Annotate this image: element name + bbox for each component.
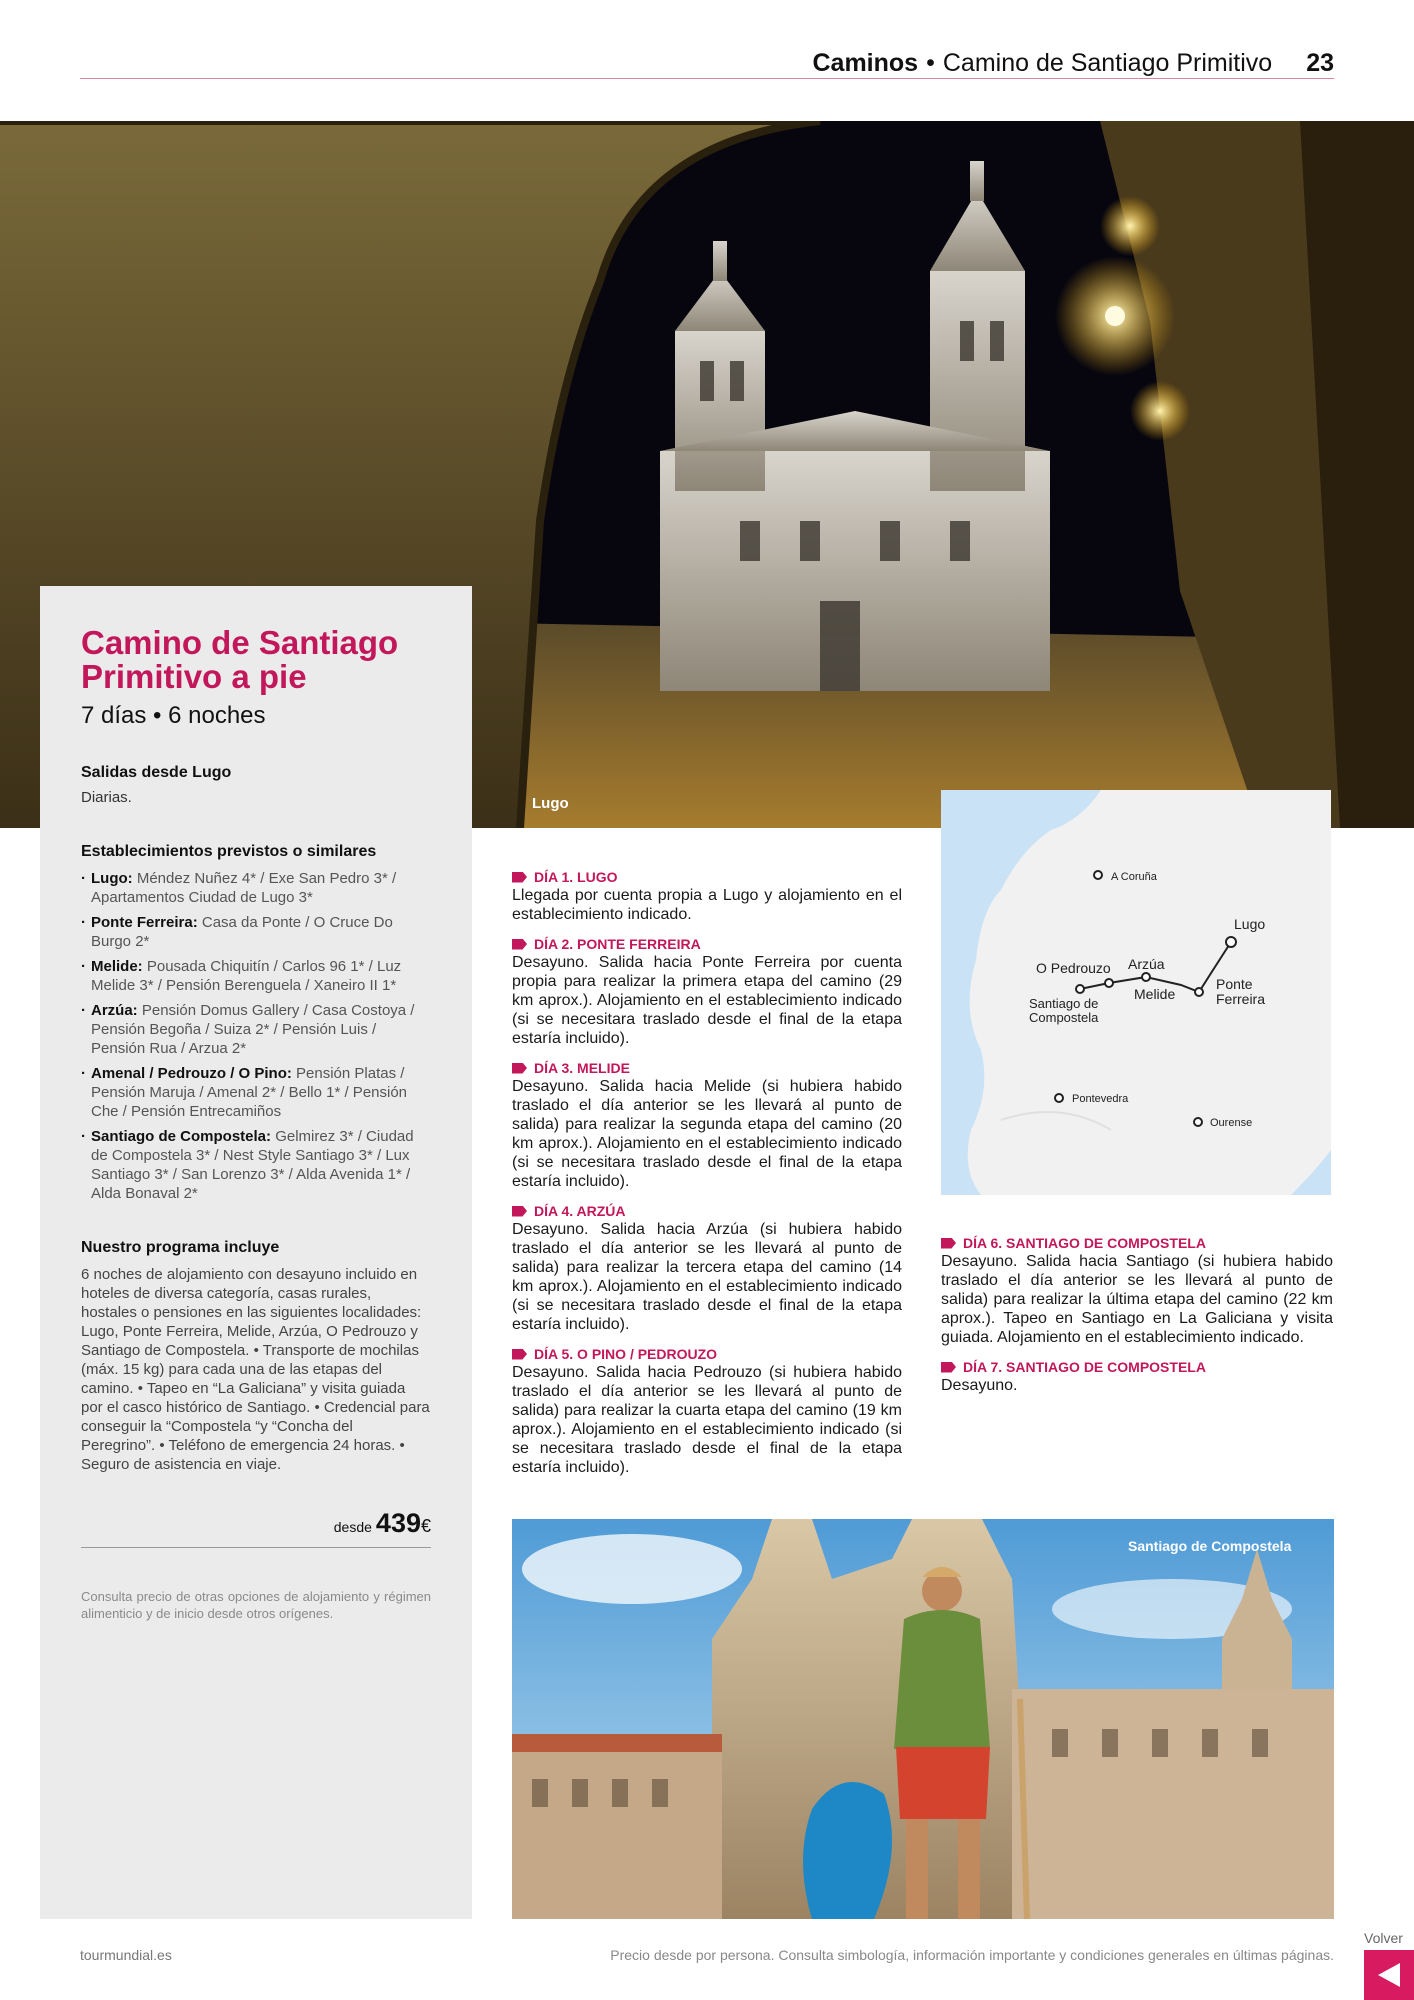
photo2-caption: Santiago de Compostela (1128, 1538, 1292, 1554)
day-marker-icon (941, 1238, 956, 1249)
map-label-ourense: Ourense (1210, 1117, 1253, 1129)
package-title: Camino de Santiago Primitivo a pie (81, 624, 399, 695)
price-row (81, 1508, 431, 1548)
day-label: DÍA 4. ARZÚA (534, 1203, 626, 1219)
hotels-heading: Establecimientos previstos o similares (81, 843, 377, 860)
day-label: DÍA 5. O PINO / PEDROUZO (534, 1346, 718, 1362)
day-marker-icon (512, 872, 527, 883)
day-marker-icon (512, 1206, 527, 1217)
itinerary-day (512, 1202, 902, 1334)
package-duration: 7 días • 6 noches (81, 702, 266, 729)
day-label: DÍA 1. LUGO (534, 869, 618, 885)
day-text: Desayuno. Salida hacia Ponte Ferreira por cuenta propia para realizar la primera etapa del camino (29 km aprox.). Alojamiento en el establecimiento indicado (si se necesitara traslado desde el final de la etapa estaría incluido). (512, 954, 902, 1047)
hotels-list (81, 869, 431, 1203)
footer-disclaimer: Precio desde por persona. Consulta simbología, información importante y condiciones generales en últimas páginas. (610, 1947, 1334, 1963)
back-arrow-icon (1378, 1963, 1400, 1987)
package-info-panel (40, 586, 472, 1919)
list-item: · Santiago de Compostela: Gelmirez 3* / Ciudad de Compostela 3* / Nest Style Santiago 3* / Lux Santiago 3* / San Lorenzo 3* / Alda Avenida 1* / Alda Bonaval 2* (81, 1127, 431, 1203)
includes-heading: Nuestro programa incluye (81, 1239, 280, 1256)
day-text: Desayuno. Salida hacia Arzúa (si hubiera habido traslado el día anterior se les llevará al punto de salida) para realizar la tercera etapa del camino (14 km aprox.). Alojamiento en el establecimiento indicado (si se necesitara traslado desde el final de la etapa estaría incluido). (512, 1221, 902, 1333)
list-item: · Lugo: Méndez Nuñez 4* / Exe San Pedro 3* / Apartamentos Ciudad de Lugo 3* (81, 869, 431, 907)
itinerary-day (512, 868, 902, 924)
itinerary-day (941, 1358, 1333, 1395)
day-label: DÍA 3. MELIDE (534, 1060, 630, 1076)
route-map (941, 790, 1331, 1195)
itinerary-column-1 (512, 868, 902, 1488)
departures-heading: Salidas desde Lugo (81, 764, 232, 781)
includes-text: 6 noches de alojamiento con desayuno incluido en hoteles de diversa categoría, casas rurales, hostales o pensiones en las siguientes localidades: Lugo, Ponte Ferreira, Melide, Arzúa, O Pedrouzo y Santiago de Compostela. • Transporte de mochilas (máx. 15 kg) para cada una de las etapas del camino. • Tapeo en “La Galiciana” y visita guiada por el casco histórico de Santiago. • Credencial para conseguir la “Compostela “y “Concha del Peregrino”. • Teléfono de emergencia 24 horas. • Seguro de asistencia en viaje. (81, 1266, 430, 1473)
list-item: · Melide: Pousada Chiquitín / Carlos 96 1* / Luz Melide 3* / Pensión Berenguela / Xaneiro II 1* (81, 957, 431, 995)
itinerary-column-2 (941, 1234, 1333, 1406)
map-label-pontevedra: Pontevedra (1072, 1093, 1129, 1105)
day-label: DÍA 2. PONTE FERREIRA (534, 936, 701, 952)
day-marker-icon (941, 1362, 956, 1373)
day-text: Desayuno. Salida hacia Melide (si hubiera habido traslado el día anterior se les llevará al punto de salida) para realizar la segunda etapa del camino (20 km aprox.). Alojamiento en el establecimiento indicado (si se necesitara traslado desde el final de la etapa estaría incluido). (512, 1078, 902, 1190)
map-label-arzua: Arzúa (1128, 956, 1165, 972)
header-separator: • (926, 48, 935, 77)
day-marker-icon (512, 1063, 527, 1074)
price-currency: € (420, 1516, 431, 1536)
back-button[interactable] (1364, 1950, 1414, 2000)
price-prefix: desde (333, 1519, 372, 1535)
day-text: Desayuno. Salida hacia Pedrouzo (si hubiera habido traslado el día anterior se les llevará al punto de salida) para realizar la cuarta etapa del camino (19 km aprox.). Alojamiento en el establecimiento indicado (si se necesitara traslado desde el final de la etapa estaría incluido). (512, 1364, 902, 1476)
map-label-ponte-1: Ponte (1216, 976, 1253, 992)
day-marker-icon (512, 1349, 527, 1360)
itinerary-day (512, 935, 902, 1048)
itinerary-day (512, 1345, 902, 1477)
section-title: Caminos (812, 48, 919, 77)
map-label-santiago-2: Compostela (1029, 1010, 1099, 1025)
day-marker-icon (512, 939, 527, 950)
day-text: Desayuno. Salida hacia Santiago (si hubiera habido traslado el día anterior se les llevará al punto de salida) para realizar la última etapa del camino (22 km aprox.). Tapeo en Santiago en La Galiciana y visita guiada. Alojamiento en el establecimiento indicado. (941, 1253, 1333, 1346)
day-label: DÍA 6. SANTIAGO DE COMPOSTELA (963, 1235, 1206, 1251)
itinerary-day (941, 1234, 1333, 1347)
back-label: Volver (1364, 1930, 1403, 1946)
price-note: Consulta precio de otras opciones de alojamiento y régimen alimenticio y de inicio desde otros orígenes. (81, 1589, 431, 1621)
map-label-ponte-2: Ferreira (1216, 991, 1266, 1007)
departures-text: Diarias. (81, 789, 132, 806)
footer-site: tourmundial.es (80, 1947, 172, 1963)
price-amount: 439 (375, 1508, 421, 1538)
page-header (80, 46, 1334, 80)
header-divider (80, 78, 1334, 79)
hero-caption: Lugo (532, 795, 569, 812)
day-label: DÍA 7. SANTIAGO DE COMPOSTELA (963, 1359, 1206, 1375)
map-label-pedrouzo: O Pedrouzo (1036, 960, 1111, 976)
list-item: · Arzúa: Pensión Domus Gallery / Casa Costoya / Pensión Begoña / Suiza 2* / Pensión Luis / Pensión Rua / Arzua 2* (81, 1001, 431, 1058)
page-subtitle: Camino de Santiago Primitivo (942, 48, 1273, 77)
list-item: · Ponte Ferreira: Casa da Ponte / O Cruce Do Burgo 2* (81, 913, 431, 951)
map-label-coruna: A Coruña (1111, 871, 1157, 883)
map-label-santiago-1: Santiago de (1029, 996, 1099, 1011)
map-label-lugo: Lugo (1234, 916, 1266, 932)
map-label-melide: Melide (1134, 986, 1176, 1002)
day-text: Desayuno. (941, 1377, 1018, 1394)
itinerary-day (512, 1059, 902, 1191)
photo-santiago-de-compostela (512, 1519, 1334, 1919)
day-text: Llegada por cuenta propia a Lugo y alojamiento en el establecimiento indicado. (512, 887, 902, 923)
page-number: 23 (1306, 48, 1334, 77)
list-item: · Amenal / Pedrouzo / O Pino: Pensión Platas / Pensión Maruja / Amenal 2* / Bello 1* / Pensión Che / Pensión Entrecamiños (81, 1064, 431, 1121)
